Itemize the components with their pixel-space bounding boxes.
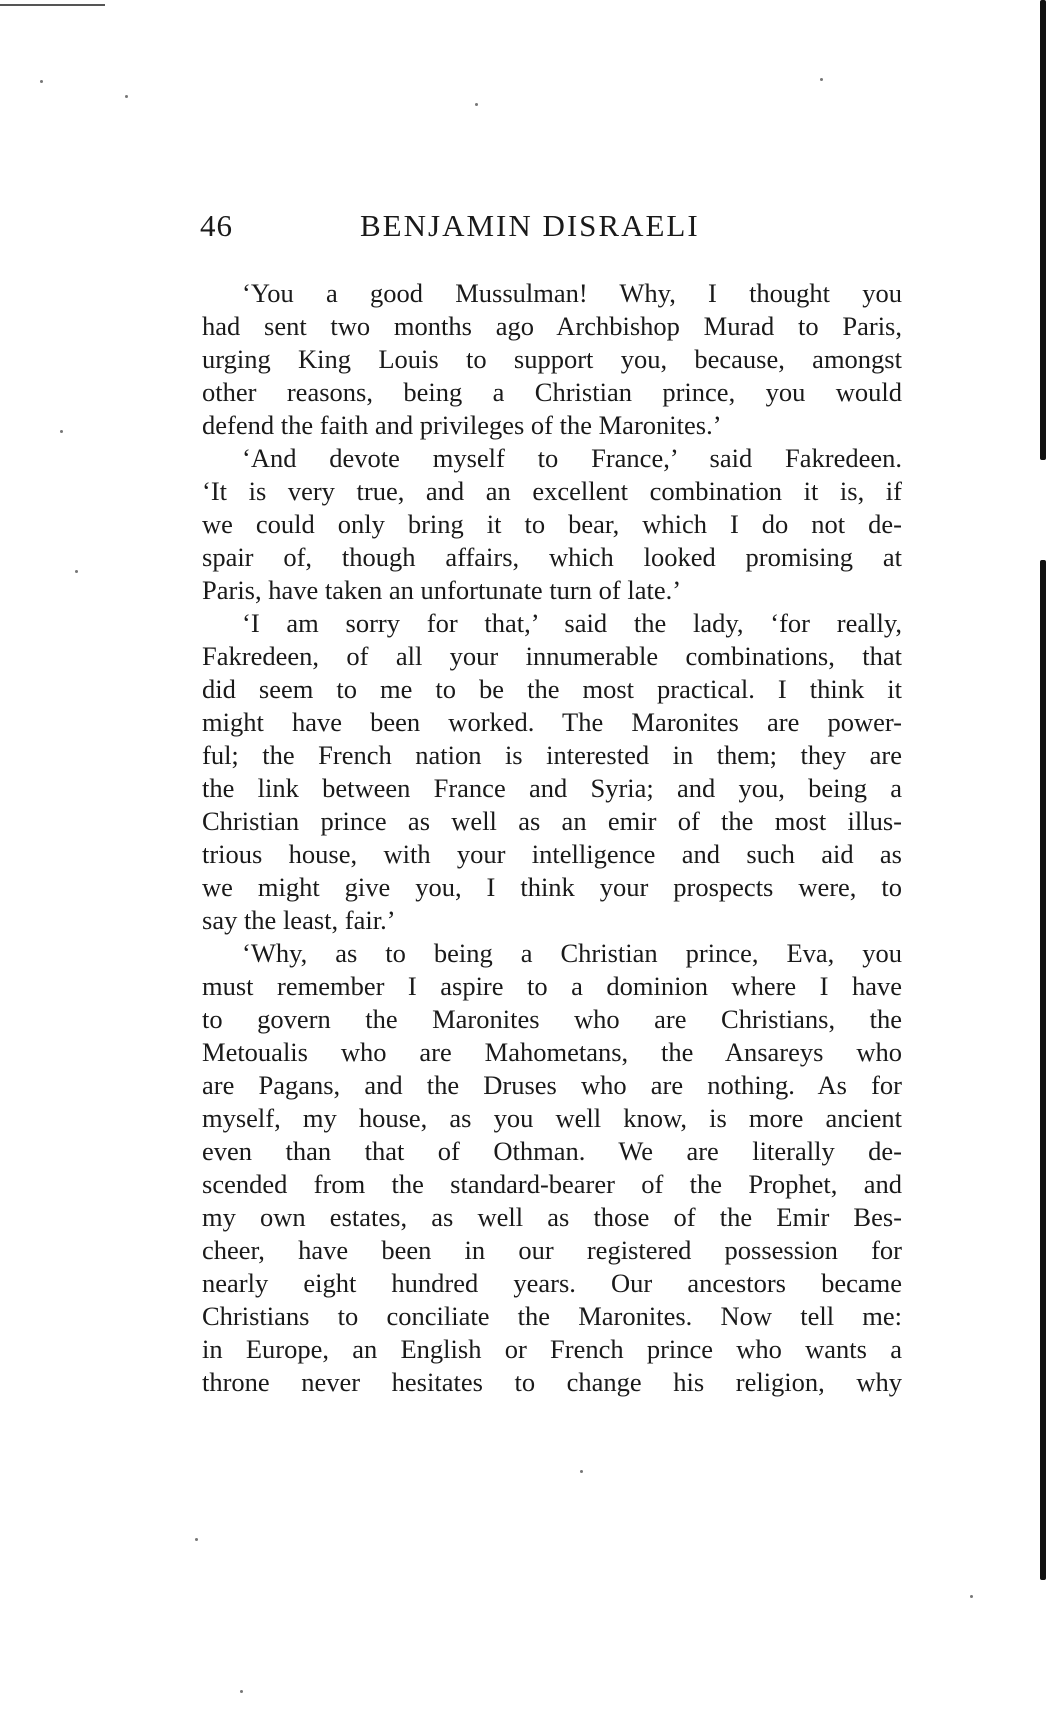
text-line: ‘It is very true, and an excellent combination it is, if — [202, 476, 902, 506]
text-line: ‘Why, as to being a Christian prince, Eva, you — [242, 938, 902, 968]
scan-speck — [195, 1538, 198, 1541]
page-edge-shadow-top — [1040, 0, 1046, 460]
text-line: nearly eight hundred years. Our ancestors became — [202, 1268, 902, 1298]
text-line: other reasons, being a Christian prince, you would — [202, 377, 902, 407]
page-number: 46 — [200, 208, 233, 243]
paragraph — [202, 607, 902, 937]
text-line: even than that of Othman. We are literally de- — [202, 1136, 902, 1166]
scan-speck — [125, 95, 128, 98]
text-line: Paris, have taken an unfortunate turn of late.’ — [202, 575, 682, 605]
text-line: Christian prince as well as an emir of the most illus- — [202, 806, 902, 836]
text-line: had sent two months ago Archbishop Murad to Paris, — [202, 311, 902, 341]
text-line: scended from the standard-bearer of the Prophet, and — [202, 1169, 902, 1199]
text-line: cheer, have been in our registered possession for — [202, 1235, 902, 1265]
running-title: BENJAMIN DISRAELI — [360, 208, 700, 243]
text-line: we might give you, I think your prospects were, to — [202, 872, 902, 902]
text-line: trious house, with your intelligence and such aid as — [202, 839, 902, 869]
text-line: defend the faith and privileges of the Maronites.’ — [202, 410, 722, 440]
text-line: to govern the Maronites who are Christians, the — [202, 1004, 902, 1034]
paragraph — [202, 937, 902, 1399]
scan-speck — [240, 1690, 243, 1693]
paragraph — [202, 277, 902, 442]
text-line: ful; the French nation is interested in them; they are — [202, 740, 902, 770]
text-line: spair of, though affairs, which looked promising at — [202, 542, 902, 572]
text-line: might have been worked. The Maronites are power- — [202, 707, 902, 737]
text-line: in Europe, an English or French prince who wants a — [202, 1334, 902, 1364]
text-line: say the least, fair.’ — [202, 905, 396, 935]
text-line: we could only bring it to bear, which I do not de- — [202, 509, 902, 539]
running-header — [200, 208, 900, 258]
text-line: ‘You a good Mussulman! Why, I thought you — [242, 278, 902, 308]
scan-speck — [60, 430, 63, 433]
scan-speck — [970, 1595, 973, 1598]
text-line: throne never hesitates to change his religion, why — [202, 1367, 902, 1397]
text-line: ‘And devote myself to France,’ said Fakredeen. — [242, 443, 902, 473]
text-line: must remember I aspire to a dominion where I have — [202, 971, 902, 1001]
page-edge-shadow-bottom — [1040, 560, 1046, 1580]
text-line: are Pagans, and the Druses who are nothing. As for — [202, 1070, 902, 1100]
text-line: urging King Louis to support you, because, amongst — [202, 344, 902, 374]
scan-edge-line — [0, 4, 105, 6]
text-line: Metoualis who are Mahometans, the Ansareys who — [202, 1037, 902, 1067]
paragraph — [202, 442, 902, 607]
scan-speck — [75, 570, 78, 573]
text-line: Christians to conciliate the Maronites. Now tell me: — [202, 1301, 902, 1331]
scan-speck — [475, 103, 478, 106]
text-line: Fakredeen, of all your innumerable combinations, that — [202, 641, 902, 671]
text-line: the link between France and Syria; and you, being a — [202, 773, 902, 803]
body-text — [202, 277, 902, 1399]
text-line: my own estates, as well as those of the Emir Bes- — [202, 1202, 902, 1232]
scan-speck — [40, 80, 43, 83]
text-line: ‘I am sorry for that,’ said the lady, ‘for really, — [242, 608, 902, 638]
text-line: myself, my house, as you well know, is more ancient — [202, 1103, 902, 1133]
scan-speck — [580, 1470, 583, 1473]
scan-speck — [820, 78, 823, 81]
text-line: did seem to me to be the most practical. I think it — [202, 674, 902, 704]
